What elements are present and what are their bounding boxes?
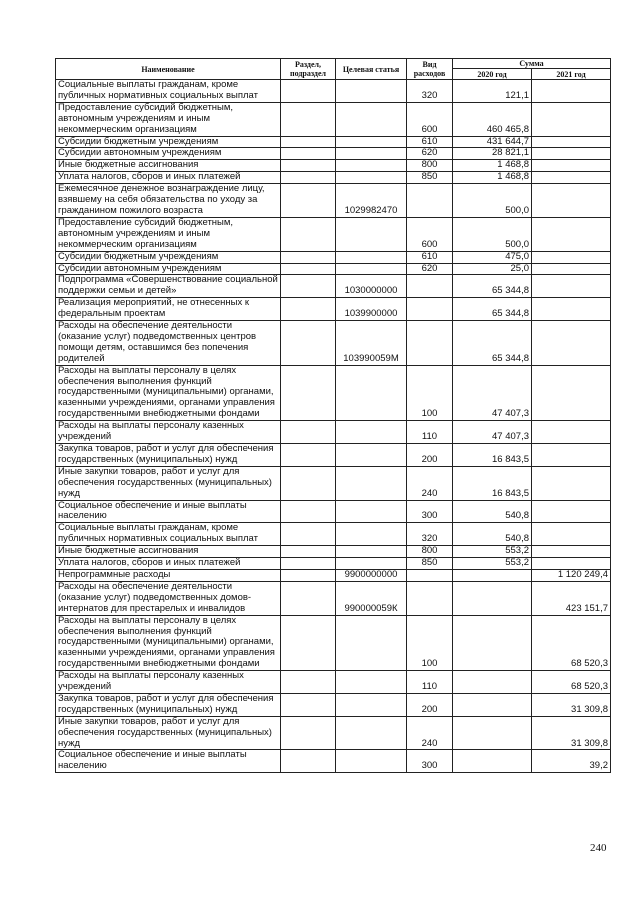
row-amount-2021: 39,2 <box>532 750 611 773</box>
row-amount-2020: 65 344,8 <box>453 275 532 298</box>
row-section <box>281 546 336 558</box>
row-expense-type: 610 <box>407 136 453 148</box>
row-name: Предоставление субсидий бюджетным, автономным учреждениям и иным некоммерческим организациям <box>56 217 281 251</box>
row-name: Иные закупки товаров, работ и услуг для обеспечения государственных (муниципальных) нужд <box>56 716 281 750</box>
row-amount-2021 <box>532 466 611 500</box>
row-amount-2020: 500,0 <box>453 184 532 218</box>
table-row <box>56 184 611 218</box>
table-row <box>56 172 611 184</box>
row-name: Иные закупки товаров, работ и услуг для обеспечения государственных (муниципальных) нужд <box>56 466 281 500</box>
row-amount-2021 <box>532 444 611 467</box>
row-amount-2021 <box>532 546 611 558</box>
row-target <box>336 500 407 523</box>
row-amount-2021 <box>532 321 611 366</box>
row-amount-2020: 25,0 <box>453 263 532 275</box>
row-name: Социальные выплаты гражданам, кроме публичных нормативных социальных выплат <box>56 80 281 103</box>
row-expense-type <box>407 321 453 366</box>
row-amount-2020: 540,8 <box>453 500 532 523</box>
row-amount-2021 <box>532 365 611 421</box>
row-name: Расходы на обеспечение деятельности (оказание услуг) подведомственных центров помощи детям, оставшимся без попечения родителей <box>56 321 281 366</box>
row-target: 103990059М <box>336 321 407 366</box>
row-amount-2020: 431 644,7 <box>453 136 532 148</box>
row-amount-2021 <box>532 500 611 523</box>
row-target: 990000059К <box>336 581 407 615</box>
row-expense-type: 240 <box>407 716 453 750</box>
table-row <box>56 321 611 366</box>
row-expense-type: 620 <box>407 263 453 275</box>
row-expense-type: 240 <box>407 466 453 500</box>
row-target <box>336 671 407 694</box>
row-amount-2021 <box>532 263 611 275</box>
row-section <box>281 500 336 523</box>
row-section <box>281 671 336 694</box>
row-expense-type: 600 <box>407 217 453 251</box>
row-section <box>281 217 336 251</box>
row-expense-type: 850 <box>407 558 453 570</box>
row-target <box>336 546 407 558</box>
row-amount-2020: 16 843,5 <box>453 444 532 467</box>
table-row <box>56 263 611 275</box>
row-target <box>336 466 407 500</box>
row-amount-2021 <box>532 80 611 103</box>
header-target: Целевая статья <box>336 59 407 80</box>
row-target <box>336 136 407 148</box>
row-name: Социальное обеспечение и иные выплаты населению <box>56 500 281 523</box>
document-page <box>55 58 610 773</box>
row-name: Субсидии бюджетным учреждениям <box>56 251 281 263</box>
row-section <box>281 160 336 172</box>
table-row <box>56 671 611 694</box>
table-row <box>56 546 611 558</box>
row-amount-2020 <box>453 615 532 671</box>
row-target <box>336 523 407 546</box>
row-target <box>336 558 407 570</box>
row-section <box>281 263 336 275</box>
row-expense-type: 800 <box>407 546 453 558</box>
row-target <box>336 148 407 160</box>
table-row <box>56 217 611 251</box>
row-target <box>336 750 407 773</box>
table-header <box>56 59 611 80</box>
row-expense-type <box>407 298 453 321</box>
row-amount-2021 <box>532 148 611 160</box>
row-amount-2021 <box>532 102 611 136</box>
header-section: Раздел, подраздел <box>281 59 336 80</box>
row-target <box>336 80 407 103</box>
row-section <box>281 172 336 184</box>
row-amount-2020: 500,0 <box>453 217 532 251</box>
row-section <box>281 251 336 263</box>
table-row <box>56 298 611 321</box>
row-target <box>336 693 407 716</box>
row-target <box>336 615 407 671</box>
row-expense-type <box>407 184 453 218</box>
row-name: Социальные выплаты гражданам, кроме публичных нормативных социальных выплат <box>56 523 281 546</box>
row-name: Закупка товаров, работ и услуг для обеспечения государственных (муниципальных) нужд <box>56 693 281 716</box>
row-expense-type: 200 <box>407 444 453 467</box>
row-name: Предоставление субсидий бюджетным, автономным учреждениям и иным некоммерческим организациям <box>56 102 281 136</box>
row-expense-type <box>407 581 453 615</box>
table-row <box>56 148 611 160</box>
row-target: 1029982470 <box>336 184 407 218</box>
row-expense-type: 320 <box>407 523 453 546</box>
row-section <box>281 444 336 467</box>
row-name: Непрограммные расходы <box>56 569 281 581</box>
row-section <box>281 80 336 103</box>
row-name: Расходы на выплаты персоналу казенных учреждений <box>56 421 281 444</box>
row-section <box>281 275 336 298</box>
row-name: Субсидии автономным учреждениям <box>56 148 281 160</box>
row-section <box>281 466 336 500</box>
row-name: Закупка товаров, работ и услуг для обеспечения государственных (муниципальных) нужд <box>56 444 281 467</box>
row-amount-2021: 68 520,3 <box>532 615 611 671</box>
page-number: 240 <box>590 842 607 854</box>
row-name: Ежемесячное денежное вознаграждение лицу, взявшему на себя обязательства по уходу за гражданином пожилого возраста <box>56 184 281 218</box>
row-amount-2020 <box>453 693 532 716</box>
row-amount-2020: 553,2 <box>453 546 532 558</box>
row-target <box>336 365 407 421</box>
row-name: Уплата налогов, сборов и иных платежей <box>56 558 281 570</box>
table-row <box>56 615 611 671</box>
row-section <box>281 750 336 773</box>
row-name: Реализация мероприятий, не отнесенных к федеральным проектам <box>56 298 281 321</box>
row-target <box>336 251 407 263</box>
row-name: Подпрограмма «Совершенствование социальной поддержки семьи и детей» <box>56 275 281 298</box>
row-target <box>336 444 407 467</box>
row-amount-2020 <box>453 671 532 694</box>
row-name: Социальное обеспечение и иные выплаты населению <box>56 750 281 773</box>
table-row <box>56 569 611 581</box>
row-amount-2020: 65 344,8 <box>453 298 532 321</box>
header-sum: Сумма <box>453 59 611 69</box>
row-amount-2021 <box>532 217 611 251</box>
row-section <box>281 581 336 615</box>
row-expense-type: 320 <box>407 80 453 103</box>
row-section <box>281 136 336 148</box>
row-amount-2020: 460 465,8 <box>453 102 532 136</box>
row-amount-2020: 540,8 <box>453 523 532 546</box>
row-name: Субсидии автономным учреждениям <box>56 263 281 275</box>
row-target <box>336 217 407 251</box>
row-amount-2020 <box>453 716 532 750</box>
row-amount-2021 <box>532 421 611 444</box>
row-amount-2020: 475,0 <box>453 251 532 263</box>
budget-table <box>55 58 611 773</box>
row-section <box>281 569 336 581</box>
row-expense-type: 300 <box>407 750 453 773</box>
row-section <box>281 365 336 421</box>
row-amount-2021: 1 120 249,4 <box>532 569 611 581</box>
row-amount-2020: 553,2 <box>453 558 532 570</box>
row-expense-type: 110 <box>407 671 453 694</box>
row-amount-2021 <box>532 275 611 298</box>
row-amount-2021: 31 309,8 <box>532 693 611 716</box>
row-name: Расходы на выплаты персоналу в целях обеспечения выполнения функций государственными (муниципальными) органами, казенными учреждениями, органами управления государственными внебюджетными фондами <box>56 615 281 671</box>
row-amount-2021 <box>532 172 611 184</box>
row-section <box>281 716 336 750</box>
table-body <box>56 80 611 773</box>
row-amount-2020 <box>453 750 532 773</box>
row-amount-2021 <box>532 298 611 321</box>
row-expense-type <box>407 569 453 581</box>
row-section <box>281 184 336 218</box>
row-amount-2020: 65 344,8 <box>453 321 532 366</box>
row-target <box>336 102 407 136</box>
row-section <box>281 421 336 444</box>
row-amount-2020: 28 821,1 <box>453 148 532 160</box>
row-name: Расходы на выплаты персоналу казенных учреждений <box>56 671 281 694</box>
row-amount-2020: 16 843,5 <box>453 466 532 500</box>
row-amount-2021: 31 309,8 <box>532 716 611 750</box>
table-row <box>56 750 611 773</box>
row-target: 1030000000 <box>336 275 407 298</box>
row-expense-type: 100 <box>407 615 453 671</box>
table-row <box>56 466 611 500</box>
row-amount-2020: 1 468,8 <box>453 172 532 184</box>
header-expense-type: Вид расходов <box>407 59 453 80</box>
table-row <box>56 275 611 298</box>
row-target: 1039900000 <box>336 298 407 321</box>
row-expense-type: 620 <box>407 148 453 160</box>
row-expense-type: 300 <box>407 500 453 523</box>
row-target <box>336 160 407 172</box>
row-amount-2020: 1 468,8 <box>453 160 532 172</box>
row-amount-2021 <box>532 251 611 263</box>
table-row <box>56 558 611 570</box>
row-amount-2020 <box>453 581 532 615</box>
row-section <box>281 298 336 321</box>
row-name: Иные бюджетные ассигнования <box>56 546 281 558</box>
header-year-2021: 2021 год <box>532 69 611 80</box>
row-expense-type: 800 <box>407 160 453 172</box>
table-row <box>56 693 611 716</box>
row-amount-2020: 47 407,3 <box>453 421 532 444</box>
row-expense-type <box>407 275 453 298</box>
row-section <box>281 523 336 546</box>
table-row <box>56 80 611 103</box>
row-expense-type: 200 <box>407 693 453 716</box>
row-amount-2021 <box>532 184 611 218</box>
table-row <box>56 444 611 467</box>
row-amount-2020: 121,1 <box>453 80 532 103</box>
table-row <box>56 716 611 750</box>
row-expense-type: 610 <box>407 251 453 263</box>
row-section <box>281 558 336 570</box>
table-row <box>56 500 611 523</box>
row-name: Расходы на выплаты персоналу в целях обеспечения выполнения функций государственными (муниципальными) органами, казенными учреждениями, органами управления государственными внебюджетными фондами <box>56 365 281 421</box>
row-amount-2021 <box>532 136 611 148</box>
row-amount-2021: 68 520,3 <box>532 671 611 694</box>
row-amount-2021 <box>532 160 611 172</box>
table-row <box>56 523 611 546</box>
row-name: Иные бюджетные ассигнования <box>56 160 281 172</box>
row-name: Субсидии бюджетным учреждениям <box>56 136 281 148</box>
row-section <box>281 102 336 136</box>
row-section <box>281 321 336 366</box>
row-expense-type: 600 <box>407 102 453 136</box>
table-row <box>56 102 611 136</box>
row-amount-2021: 423 151,7 <box>532 581 611 615</box>
row-amount-2020: 47 407,3 <box>453 365 532 421</box>
header-year-2020: 2020 год <box>453 69 532 80</box>
table-row <box>56 136 611 148</box>
row-expense-type: 110 <box>407 421 453 444</box>
row-name: Уплата налогов, сборов и иных платежей <box>56 172 281 184</box>
row-expense-type: 100 <box>407 365 453 421</box>
row-section <box>281 693 336 716</box>
row-target <box>336 172 407 184</box>
row-amount-2020 <box>453 569 532 581</box>
row-section <box>281 615 336 671</box>
row-expense-type: 850 <box>407 172 453 184</box>
table-row <box>56 251 611 263</box>
header-name: Наименование <box>56 59 281 80</box>
row-target <box>336 263 407 275</box>
row-amount-2021 <box>532 523 611 546</box>
table-row <box>56 160 611 172</box>
row-target: 9900000000 <box>336 569 407 581</box>
table-row <box>56 365 611 421</box>
row-target <box>336 716 407 750</box>
table-row <box>56 421 611 444</box>
row-section <box>281 148 336 160</box>
row-target <box>336 421 407 444</box>
table-row <box>56 581 611 615</box>
row-name: Расходы на обеспечение деятельности (оказание услуг) подведомственных домов-интернатов для престарелых и инвалидов <box>56 581 281 615</box>
row-amount-2021 <box>532 558 611 570</box>
